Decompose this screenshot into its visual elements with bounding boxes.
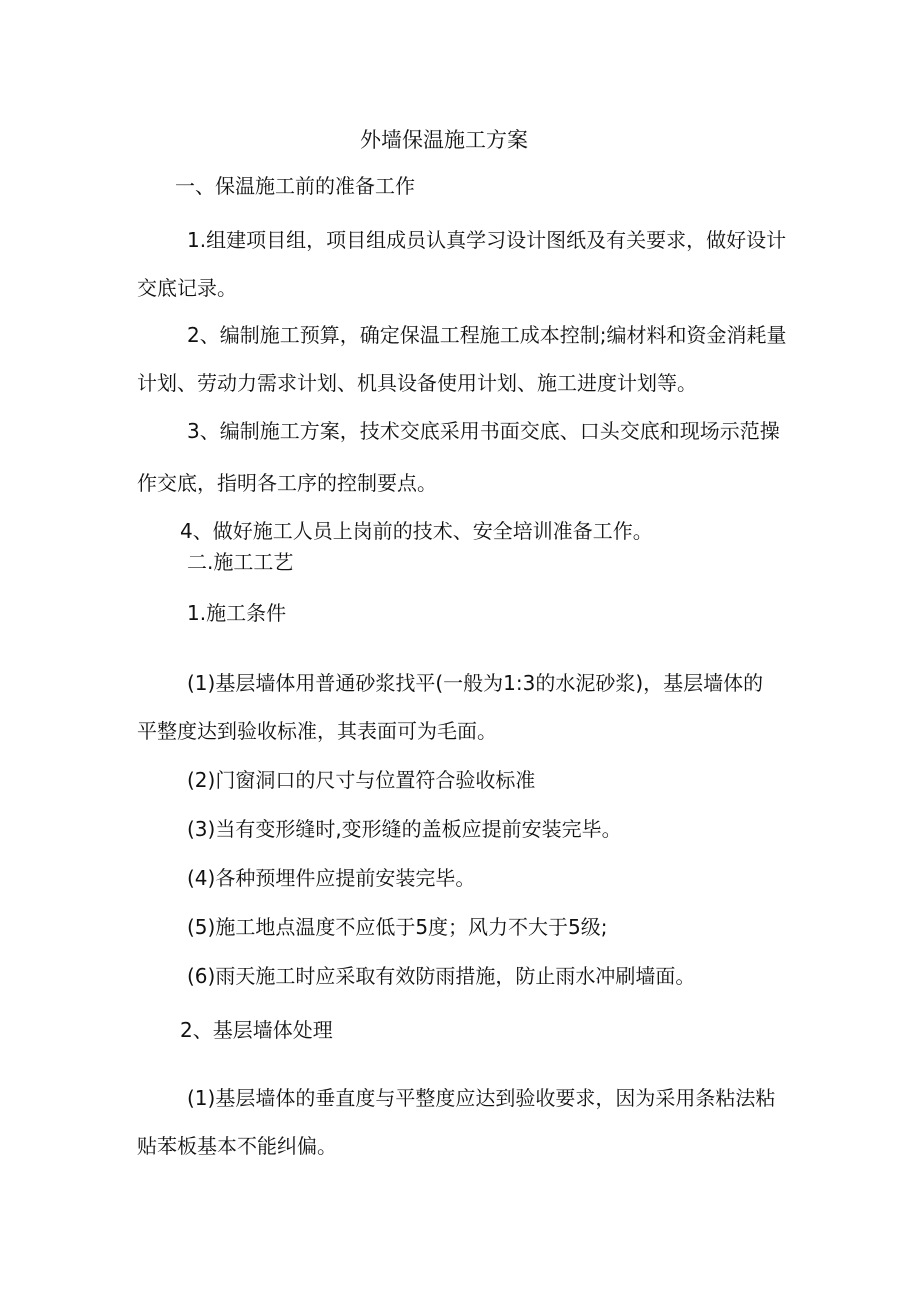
paragraph-line: (5)施工地点温度不应低于5度；风力不大于5级;: [187, 915, 608, 939]
paragraph-line: (4)各种预埋件应提前安装完毕。: [187, 866, 476, 890]
paragraph-line: 作交底，指明各工序的控制要点。: [137, 471, 437, 495]
paragraph-line: (3)当有变形缝时,变形缝的盖板应提前安装完毕。: [187, 817, 622, 841]
paragraph-line: 平整度达到验收标准，其表面可为毛面。: [137, 719, 497, 743]
paragraph-line: 2、编制施工预算，确定保温工程施工成本控制;编材料和资金消耗量: [187, 323, 787, 347]
paragraph-line: (6)雨天施工时应采取有效防雨措施，防止雨水冲刷墙面。: [187, 964, 696, 988]
paragraph-line: (1)基层墙体的垂直度与平整度应达到验收要求，因为采用条粘法粘: [187, 1086, 776, 1110]
paragraph-line: 贴苯板基本不能纠偏。: [137, 1134, 337, 1158]
section-heading: 一、保温施工前的准备工作: [175, 174, 415, 198]
paragraph-line: (1)基层墙体用普通砂浆找平(一般为1:3的水泥砂浆)，基层墙体的: [187, 671, 764, 695]
paragraph-line: (2)门窗洞口的尺寸与位置符合验收标准: [187, 768, 536, 792]
subsection-heading: 1.施工条件: [187, 601, 287, 625]
paragraph-line: 计划、劳动力需求计划、机具设备使用计划、施工进度计划等。: [137, 371, 697, 395]
paragraph-line: 1.组建项目组，项目组成员认真学习设计图纸及有关要求，做好设计: [187, 228, 787, 252]
paragraph-line: 交底记录。: [137, 276, 237, 300]
paragraph-line: 4、做好施工人员上岗前的技术、安全培训准备工作。: [180, 519, 653, 543]
subsection-heading: 2、基层墙体处理: [180, 1018, 333, 1042]
document-title: 外墙保温施工方案: [360, 128, 528, 152]
section-heading: 二.施工工艺: [187, 550, 294, 574]
paragraph-line: 3、编制施工方案，技术交底采用书面交底、口头交底和现场示范操: [187, 419, 780, 443]
